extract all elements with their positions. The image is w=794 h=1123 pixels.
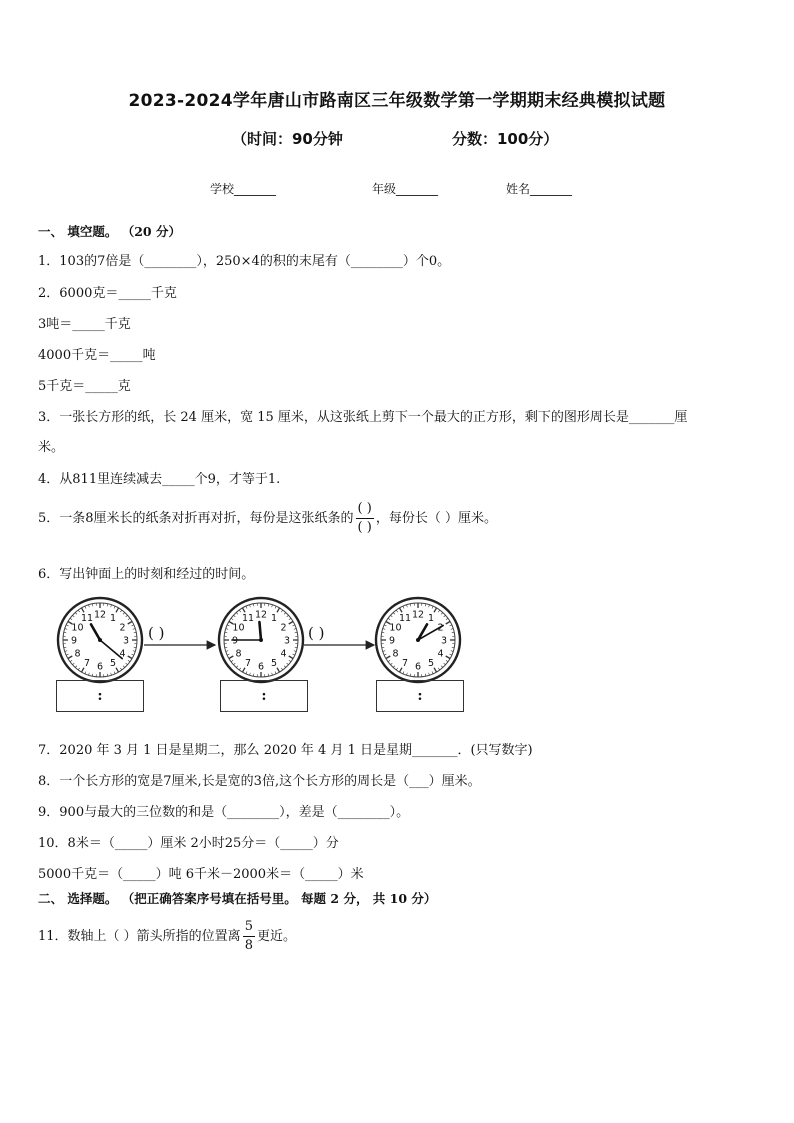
clock-numeral: 8 [392,648,399,660]
question-3-line1: 3．一张长方形的纸，长 24 厘米，宽 15 厘米，从这张纸上剪下一个最大的正方形，剩下的图形周长是_______厘 [38,410,688,425]
question-9: 9．900与最大的三位数的和是（________），差是（________）。 [38,805,410,820]
clock-time-box-3: : [376,680,464,712]
question-2a: 2．6000克＝_____千克 [38,286,177,301]
clock-numeral: 11 [80,612,94,624]
clock-numeral: 6 [96,661,104,673]
question-11-fraction [243,918,255,955]
clock-2 [219,598,303,682]
clock-center [259,638,263,642]
clock-center [416,638,420,642]
clock-numeral: 8 [235,648,242,660]
question-5-tail: ，每份长（ ）厘米。 [375,511,497,526]
clock-numeral: 1 [270,612,278,624]
clock-numeral: 4 [280,648,287,660]
question-11-tail: 更近。 [256,929,296,944]
question-8: 8．一个长方形的宽是7厘米,长是宽的3倍,这个长方形的周长是（___）厘米。 [38,774,481,789]
clock-numeral: 5 [427,658,435,670]
question-2c: 4000千克＝_____吨 [38,348,156,363]
question-2d: 5千克＝_____克 [38,379,131,394]
elapsed-time-1: ( ) [148,624,165,642]
fraction-numerator: ( ) [356,500,374,519]
clock-numeral: 6 [414,661,422,673]
question-2b: 3吨＝_____千克 [38,317,131,332]
clock-numeral: 12 [411,609,425,621]
clock-numeral: 10 [71,622,84,634]
clock-numeral: 12 [93,609,107,621]
time-label: （时间：90分钟 [232,130,343,148]
question-5 [38,500,497,537]
section1-heading: 一、 填空题。 （20 分） [38,224,181,239]
clock-numeral: 8 [74,648,81,660]
grade-field: 年级_______ [372,182,439,196]
page-title: 2023-2024学年唐山市路南区三年级数学第一学期期末经典模拟试题 [128,91,666,111]
clock-numeral: 9 [70,635,78,647]
clock-numeral: 9 [388,635,396,647]
score-label: 分数：100分） [452,130,559,148]
clock-numeral: 5 [109,658,117,670]
clock-center [98,638,102,642]
question-1: 1．103的7倍是（________），250×4的积的末尾有（________）个0。 [38,254,451,269]
school-field: 学校_______ [210,182,277,196]
question-11 [38,918,296,955]
clock-3 [376,598,460,682]
clock-numeral: 3 [283,635,291,647]
clock-numeral: 1 [427,612,435,624]
question-6: 6．写出钟面上的时刻和经过的时间。 [38,567,255,582]
question-7: 7．2020 年 3 月 1 日是星期二，那么 2020 年 4 月 1 日是星期_______．(只写数字) [38,743,533,758]
question-5-fraction [356,500,374,537]
question-3-line2: 米。 [38,440,65,455]
clock-numeral: 12 [254,609,268,621]
clock-numeral: 4 [437,648,444,660]
fraction-denominator: 8 [244,938,253,953]
clock-numeral: 2 [280,622,287,634]
elapsed-time-2: ( ) [308,624,325,642]
clock-numeral: 10 [389,622,402,634]
clock-numeral: 2 [119,622,126,634]
clock-numeral: 3 [440,635,448,647]
clock-numeral: 7 [401,658,409,670]
fraction-denominator: ( ) [357,520,372,535]
name-field: 姓名_______ [506,182,573,196]
clock-numeral: 4 [119,648,126,660]
clock-numeral: 10 [232,622,245,634]
question-10a: 10．8米＝（_____）厘米 2小时25分＝（_____）分 [38,836,339,851]
section2-heading: 二、 选择题。 （把正确答案序号填在括号里。 每题 2 分， 共 10 分） [38,891,437,906]
question-11-text: 11．数轴上（ ）箭头所指的位置离 [38,929,241,944]
clock-numeral: 7 [83,658,91,670]
question-5-text: 5．一条8厘米长的纸条对折再对折，每份是这张纸条的 [38,511,354,526]
clock-numeral: 11 [241,612,255,624]
clock-numeral: 1 [109,612,117,624]
question-10b: 5000千克＝（_____）吨 6千米－2000米＝（_____）米 [38,867,364,882]
question-4: 4．从811里连续减去_____个9，才等于1. [38,472,281,487]
clock-numeral: 6 [257,661,265,673]
clock-time-box-1: : [56,680,144,712]
clock-numeral: 2 [437,622,444,634]
clock-1 [58,598,142,682]
clock-time-box-2: : [220,680,308,712]
clock-numeral: 9 [231,635,239,647]
hour-hand [259,622,261,640]
fraction-numerator: 5 [243,918,255,937]
clock-numeral: 7 [244,658,252,670]
clock-numeral: 5 [270,658,278,670]
clock-numeral: 11 [398,612,412,624]
clock-numeral: 3 [122,635,130,647]
